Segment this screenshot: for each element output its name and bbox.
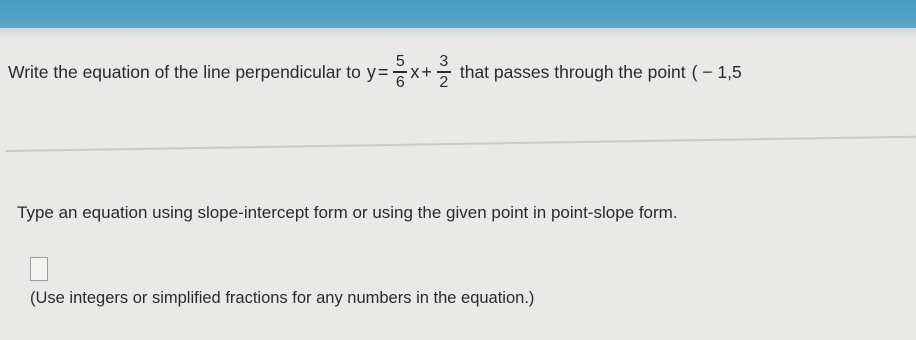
header-bar [0,0,916,30]
question-prefix: Write the equation of the line perpendicular to [8,61,361,82]
equation-plus: + [421,61,432,82]
header-shadow [0,28,916,40]
equation-equals: = [377,61,389,82]
slope-fraction [393,53,407,92]
question-suffix: that passes through the point [459,61,686,82]
intercept-fraction [437,53,451,92]
equation-x: x [410,61,420,82]
intercept-denominator: 2 [439,73,449,91]
question-point: ( − 1,5 [691,61,742,82]
intercept-fraction-bar [437,71,451,73]
equation-y: y [366,61,376,82]
instruction-text: Type an equation using slope-intercept form or using the given point in point-slope form. [17,203,678,222]
slope-fraction-bar [393,71,407,73]
intercept-numerator: 3 [439,52,449,70]
section-divider [6,136,916,152]
answer-input[interactable] [30,257,48,281]
hint-text: (Use integers or simplified fractions for any numbers in the equation.) [30,289,535,307]
slope-numerator: 5 [395,52,405,70]
slope-denominator: 6 [395,73,405,91]
equation [367,53,454,92]
question-text [8,48,916,96]
